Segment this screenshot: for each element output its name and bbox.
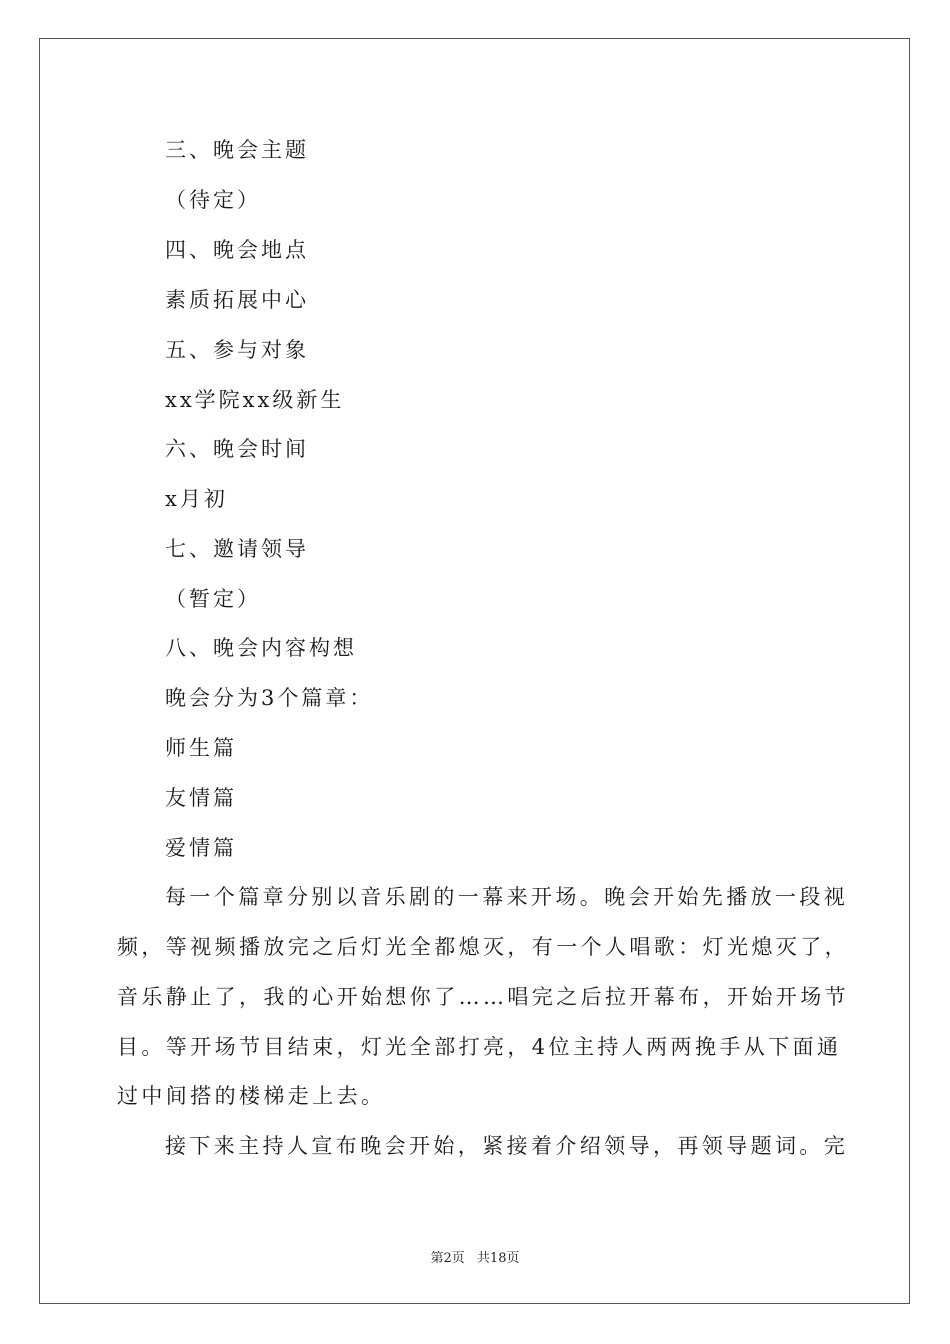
heading-invited-leaders: 七、邀请领导	[165, 537, 309, 561]
heading-audience: 五、参与对象	[165, 338, 309, 362]
paragraph1-line5: 过中间搭的楼梯走上去。	[117, 1084, 386, 1108]
text-theme-value: （待定）	[165, 188, 261, 212]
text-audience-value: xx学院xx级新生	[165, 388, 345, 412]
text-time-value: x月初	[165, 487, 228, 511]
chapter-teacher-student: 师生篇	[165, 736, 237, 760]
page-border	[39, 38, 910, 1304]
paragraph1-line3: 音乐静止了，我的心开始想你了……唱完之后拉开幕布，开始开场节	[117, 985, 849, 1009]
heading-time: 六、晚会时间	[165, 437, 309, 461]
paragraph1-line1: 每一个篇章分别以音乐剧的一幕来开场。晚会开始先播放一段视	[165, 885, 849, 909]
paragraph2-line1: 接下来主持人宣布晚会开始，紧接着介绍领导，再领导题词。完	[165, 1134, 849, 1158]
chapter-love: 爱情篇	[165, 836, 237, 860]
text-chapters-intro: 晚会分为3个篇章：	[165, 686, 374, 710]
page-number-footer: 第2页 共18页	[430, 1251, 520, 1266]
heading-location: 四、晚会地点	[165, 238, 309, 262]
heading-content-concept: 八、晚会内容构想	[165, 636, 357, 660]
text-location-value: 素质拓展中心	[165, 288, 309, 312]
paragraph1-line4: 目。等开场节目结束，灯光全部打亮，4位主持人两两挽手从下面通	[117, 1035, 842, 1059]
paragraph1-line2: 频，等视频播放完之后灯光全都熄灭，有一个人唱歌：灯光熄灭了，	[117, 935, 849, 959]
chapter-friendship: 友情篇	[165, 786, 237, 810]
text-leaders-value: （暂定）	[165, 587, 261, 611]
heading-theme: 三、晚会主题	[165, 138, 309, 162]
